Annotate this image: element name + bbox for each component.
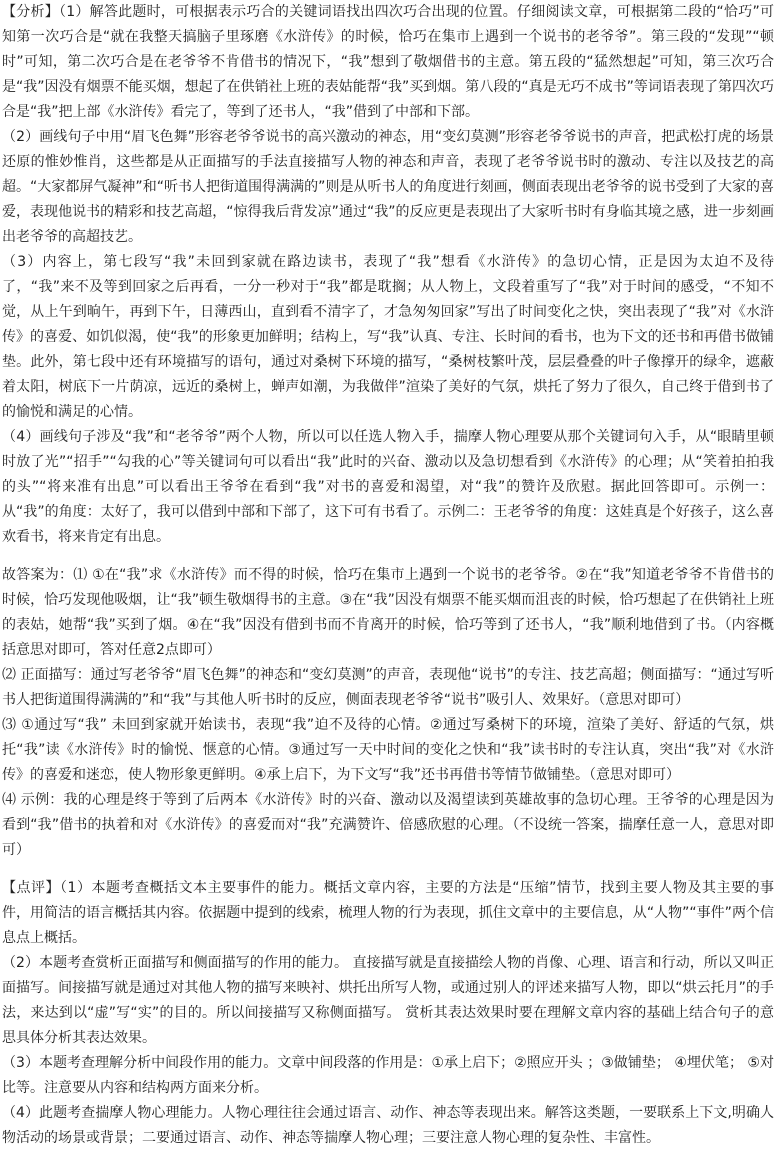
analysis-paragraph-3: （3）内容上，第七段写“我”未回到家就在路边读书，表现了“我”想看《水浒传》的急切心情，正是因为太迫不及待了，“我”来不及等到回家之后再看，一分一秒对于“我”都是耽搁；从人物上，文段着重写了“我”对于时间的感受，“不知不觉，从上午到晌午，再到下午，日薄西山，直到看不清字了，才急匆匆回家”写出了时间变化之快，突出表现了“我”对《水浒传》的喜爱、如饥似渴，使“我”的形象更加鲜明；结构上，写“我”认真、专注、长时间的看书，也为下文的还书和再借书做铺垫。此外，第七段中还有环境描写的语句，通过对桑树下环境的描写，“桑树枝繁叶茂，层层叠叠的叶子像撑开的绿伞，遮蔽着太阳，树底下一片荫凉，远近的桑树上，蝉声如潮，为我做伴”渲染了美好的气氛，烘托了努力了很久，自己终于借到书了的愉悦和满足的心情。 [2,254,774,420]
analysis-paragraph-1: 【分析】（1）解答此题时，可根据表示巧合的关键词语找出四次巧合出现的位置。仔细阅读文章，可根据第二段的“恰巧”可知第一次巧合是“就在我整天搞脑子里琢磨《水浒传》的时候，恰巧在集市上遇到一个说书的老爷爷”。第三段的“发现”“顿时”可知，第二次巧合是在老爷爷不肯借书的情况下，“我”想到了敬烟借书的主意。第五段的“猛然想起”可知，第三次巧合是“我”因没有烟票不能买烟，想起了在供销社上班的表姑能帮“我”买到烟。第八段的“真是无巧不成书”等词语表现了第四次巧合是“我”把上部《水浒传》看完了，等到了还书人，“我”借到了中部和下部。 [2,4,774,120]
answer-section [2,563,774,863]
section-spacer [2,863,774,876]
comment-section [2,876,774,1151]
comment-paragraph-1: 【点评】（1）本题考查概括文本主要事件的能力。概括文章内容，主要的方法是“压缩”情节，找到主要人物及其主要的事件，用简洁的语言概括其内容。依据题中提到的线索，梳理人物的行为表现，抓住文章中的主要信息，从“人物”“事件”两个信息点上概括。 [2,880,774,946]
analysis-section [2,0,774,550]
analysis-paragraph-2: （2）画线句子中用“眉飞色舞”形容老爷爷说书的高兴激动的神态，用“变幻莫测”形容老爷爷说书的声音，把武松打虎的场景还原的惟妙惟肖，这些都是从正面描写的手法直接描写人物的神态和声音，表现了老爷爷说书时的激动、专注以及技艺的高超。“大家都屏气凝神”和“听书人把街道围得满满的”则是从听书人的角度进行刻画，侧面表现出老爷爷的说书受到了大家的喜爱，表现他说书的精彩和技艺高超，“惊得我后背发凉”通过“我”的反应更是表现出了大家听书时有身临其境之感，进一步刻画出老爷爷的高超技艺。 [2,129,774,245]
answer-paragraph-4: ⑷ 示例：我的心理是终于等到了后两本《水浒传》时的兴奋、激动以及渴望读到英雄故事的急切心理。王爷爷的心理是因为看到“我”借书的执着和对《水浒传》的喜爱而对“我”充满赞许、倍感欣慰的心理。（不设统一答案，揣摩任意一人，意思对即可） [2,792,774,858]
section-spacer [2,550,774,563]
answer-paragraph-1: 故答案为：⑴ ①在“我”求《水浒传》而不得的时候，恰巧在集市上遇到一个说书的老爷爷。②在“我”知道老爷爷不肯借书的时候，恰巧发现他吸烟，让“我”顿生敬烟得书的主意。③在“我”因没有烟票不能买烟而沮丧的时候，恰巧想起了在供销社上班的表姑，她帮“我”买到了烟。④在“我”因没有借到书而不肯离开的时候，恰巧等到了还书人，“我”顺利地借到了书。（内容概括意思对即可，答对任意2点即可） [2,567,774,658]
comment-paragraph-2: （2）本题考查赏析正面描写和侧面描写的作用的能力。 直接描写就是直接描绘人物的肖像、心理、语言和行动，所以又叫正面描写。间接描写就是通过对其他人物的描写来映衬、烘托出所写人物，或通过别人的评述来描写人物，即以“烘云托月”的手法，来达到以“虚”写“实”的目的。所以间接描写又称侧面描写。 赏析其表达效果时要在理解文章内容的基础上结合句子的意思具体分析其表达效果。 [2,955,774,1046]
answer-paragraph-3: ⑶ ①通过写“我” 未回到家就开始读书，表现“我”迫不及待的心情。②通过写桑树下的环境，渲染了美好、舒适的气氛，烘托“我”读《水浒传》时的愉悦、惬意的心情。③通过写一天中时间的变化之快和“我”读书时的专注认真，突出“我”对《水浒传》的喜爱和迷恋，使人物形象更鲜明。④承上启下，为下文写“我”还书再借书等情节做铺垫。（意思对即可） [2,717,774,783]
comment-paragraph-4: （4）此题考查揣摩人物心理能力。人物心理往往会通过语言、动作、神态等表现出来。解答这类题，一要联系上下文,明确人物活动的场景或背景；二要通过语言、动作、神态等揣摩人物心理；三要注意人物心理的复杂性、丰富性。 [2,1105,774,1146]
answer-paragraph-2: ⑵ 正面描写：通过写老爷爷“眉飞色舞”的神态和“变幻莫测”的声音，表现他“说书”的专注、技艺高超；侧面描写：“通过写听书人把街道围得满满的”和“我”与其他人听书时的反应，侧面表现老爷爷“说书”吸引人、效果好。（意思对即可） [2,667,774,708]
analysis-paragraph-4: （4）画线句子涉及“我”和“老爷爷”两个人物，所以可以任选人物入手，揣摩人物心理要从那个关键词句入手，从“眼睛里顿时放了光”“招手”“勾我的心”等关键词句可以看出“我”此时的兴奋、激动以及急切想看到《水浒传》的心理；从“笑着拍拍我的头”“将来准有出息”可以看出王爷爷在看到“我”对书的喜爱和渴望，对“我”的赞许及欣慰。据此回答即可。示例一：从“我”的角度：太好了，我可以借到中部和下部了，这下可有书看了。示例二：王老爷爷的角度：这娃真是个好孩子，这么喜欢看书，将来肯定有出息。 [2,429,774,545]
comment-paragraph-3: （3）本题考查理解分析中间段作用的能力。文章中间段落的作用是：①承上启下；②照应开头 ；③做铺垫； ④埋伏笔； ⑤对比等。注意要从内容和结构两方面来分析。 [2,1055,774,1096]
